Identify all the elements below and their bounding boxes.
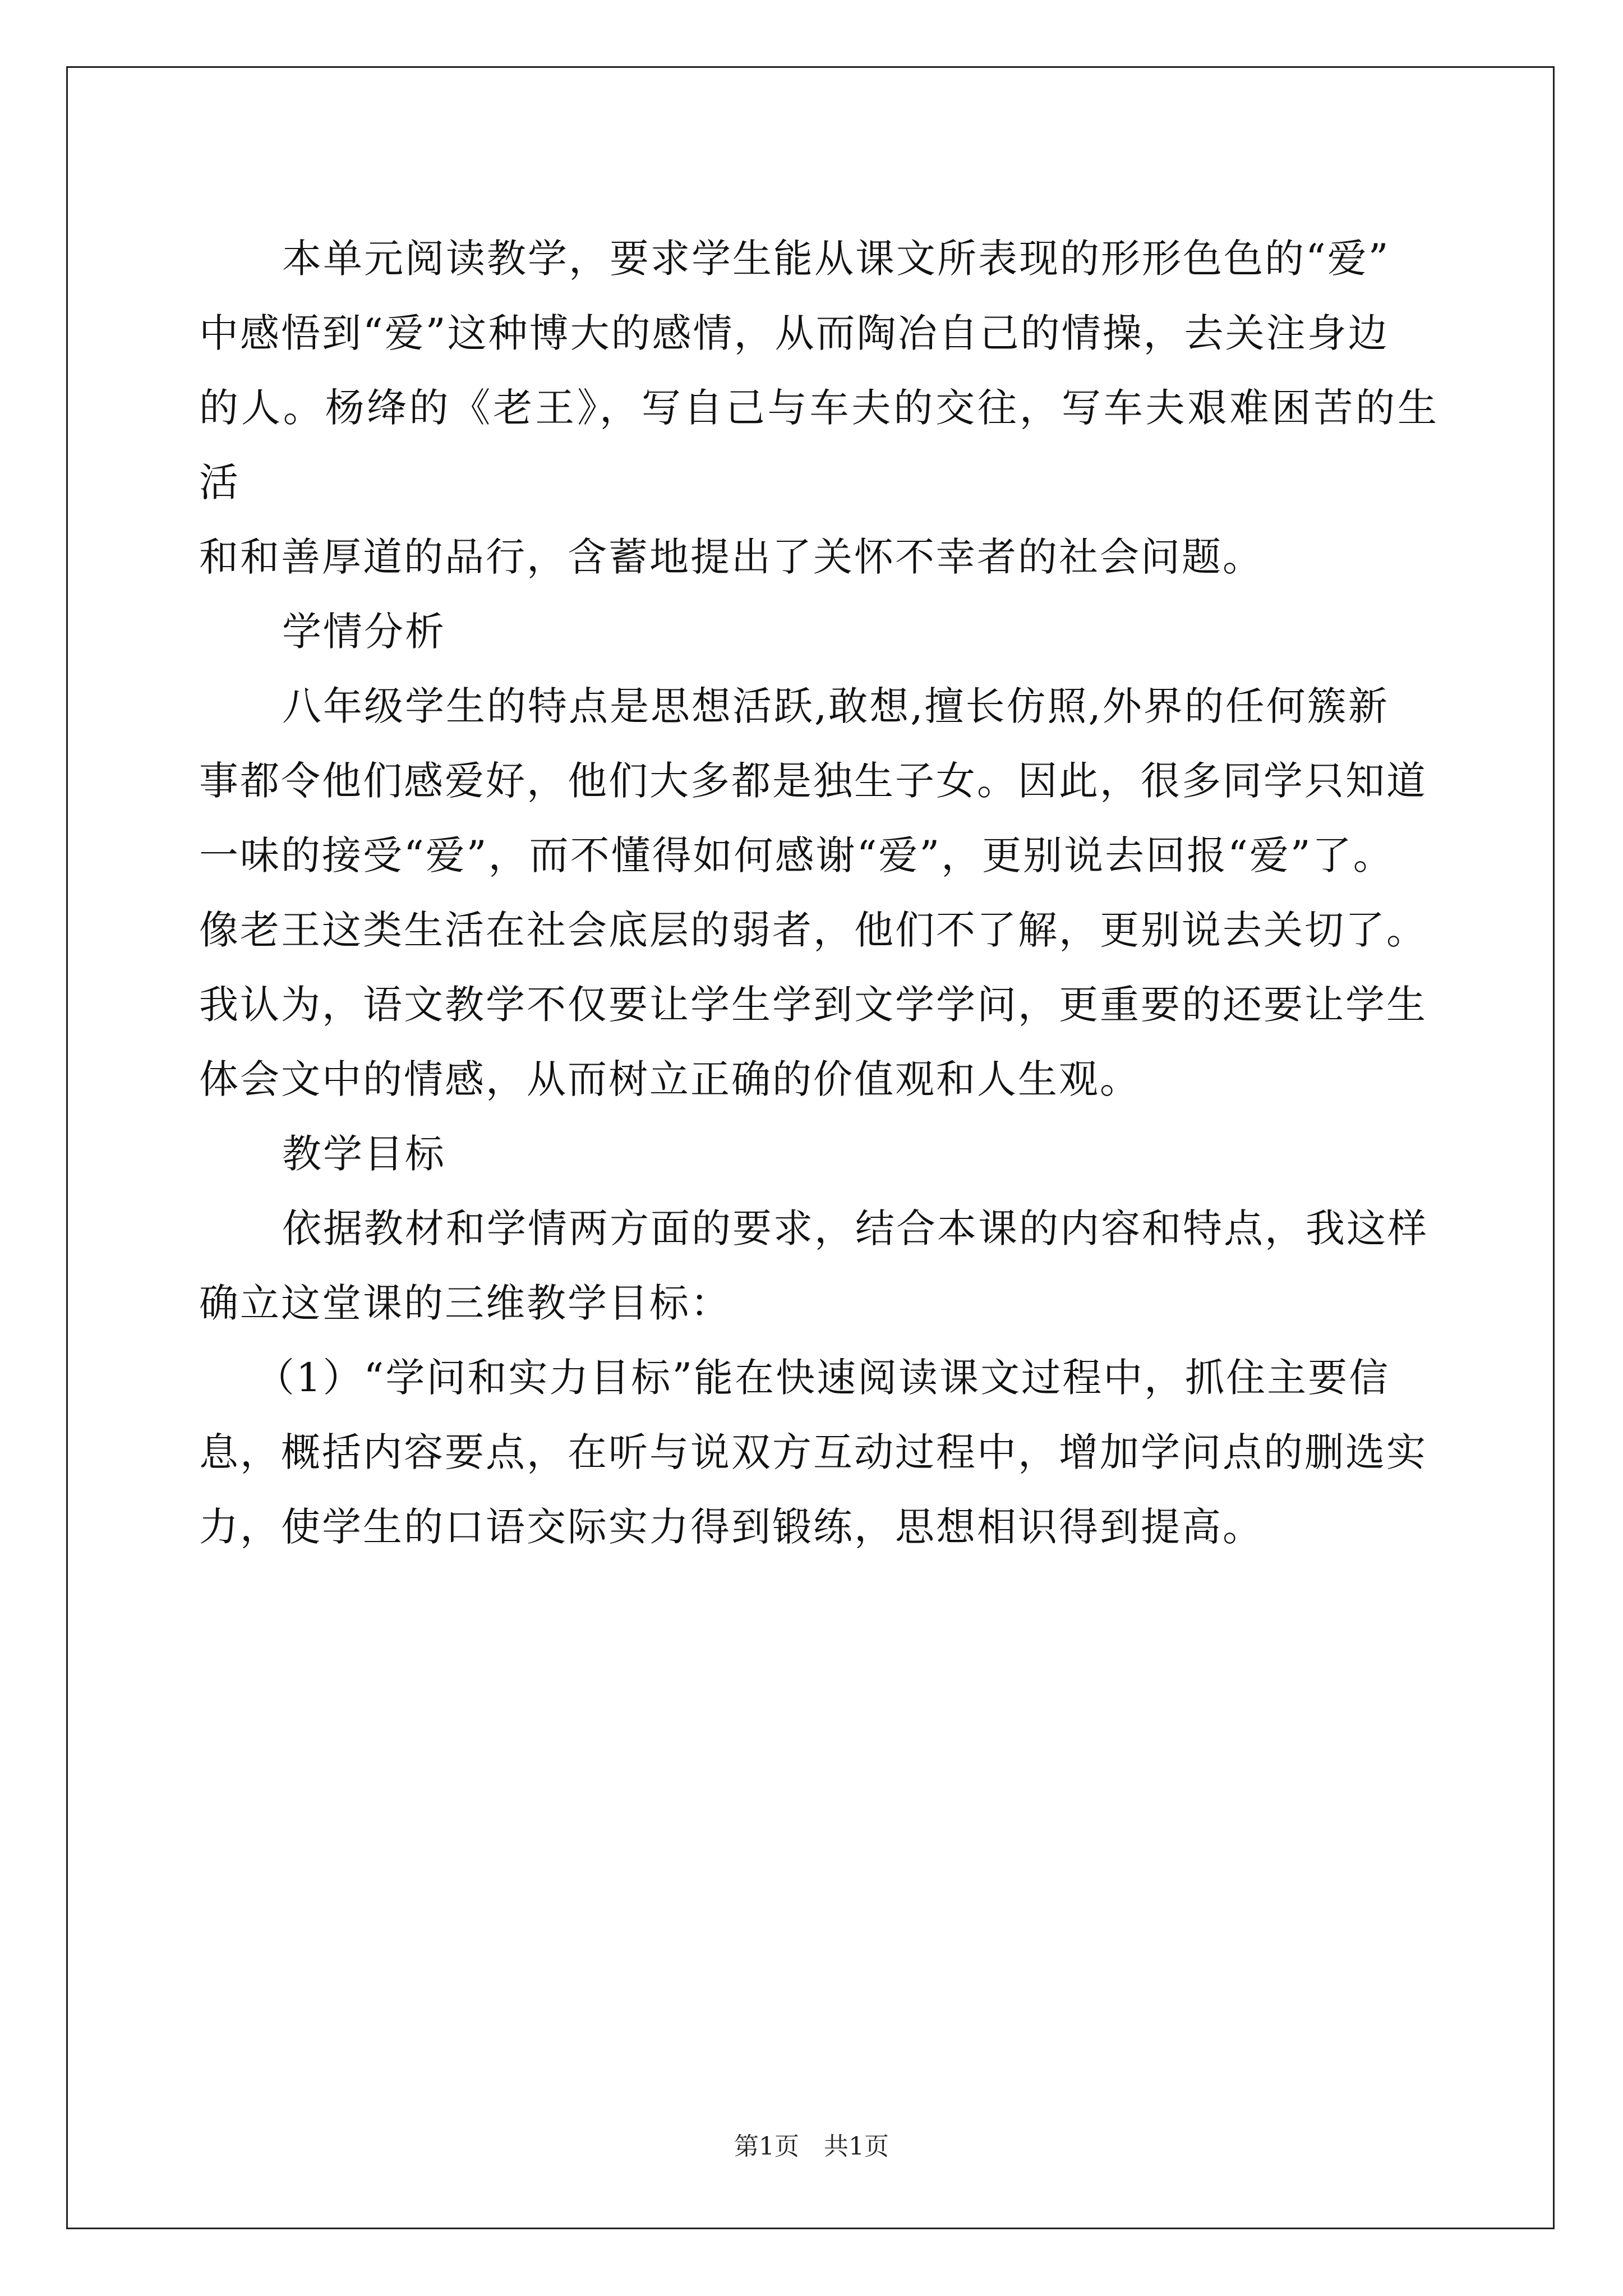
page-number-footer: 第1页 共1页 (734, 2132, 889, 2161)
text-line: 体会文中的情感，从而树立正确的价值观和人生观。 (199, 1056, 1141, 1102)
text-line: 一味的接受“爱”，而不懂得如何感谢“爱”，更别说去回报“爱”了。 (199, 832, 1394, 878)
text-line: 本单元阅读教学，要求学生能从课文所表现的形形色色的“爱” (282, 236, 1390, 282)
text-line: 中感悟到“爱”这种博大的感情，从而陶冶自己的情操，去关注身边 (199, 310, 1389, 356)
text-line: 事都令他们感爱好，他们大多都是独生子女。因此，很多同学只知道 (199, 758, 1427, 804)
text-line: （1）“学问和实力目标”能在快速阅读课文过程中，抓住主要信 (255, 1355, 1390, 1401)
text-line: 依据教材和学情两方面的要求，结合本课的内容和特点，我这样 (282, 1205, 1428, 1251)
text-line: 确立这堂课的三维教学目标： (199, 1280, 731, 1326)
paragraph-goals-intro (199, 1191, 1438, 1341)
paragraph-goal-1 (199, 1341, 1438, 1565)
text-line: 像老王这类生活在社会底层的弱者，他们不了解，更别说去关切了。 (199, 907, 1427, 953)
document-body (199, 222, 1438, 1565)
text-line: 力，使学生的口语交际实力得到锻练，思想相识得到提高。 (199, 1504, 1264, 1550)
text-line: 的人。杨绛的《老王》，写自己与车夫的交往，写车夫艰难困苦的生活 (199, 385, 1438, 505)
text-line: 和和善厚道的品行，含蓄地提出了关怀不幸者的社会问题。 (199, 534, 1264, 580)
paragraph-student-analysis (199, 669, 1438, 1117)
section-heading-student-analysis: 学情分析 (282, 609, 446, 655)
text-line: 我认为，语文教学不仅要让学生学到文学学问，更重要的还要让学生 (199, 982, 1427, 1028)
section-heading-teaching-goals: 教学目标 (282, 1131, 446, 1177)
text-line: 息，概括内容要点，在听与说双方互动过程中，增加学问点的删选实 (199, 1429, 1427, 1475)
text-line: 八年级学生的特点是思想活跃,敢想,擅长仿照,外界的任何簇新 (282, 683, 1389, 729)
paragraph-intro (199, 222, 1438, 595)
